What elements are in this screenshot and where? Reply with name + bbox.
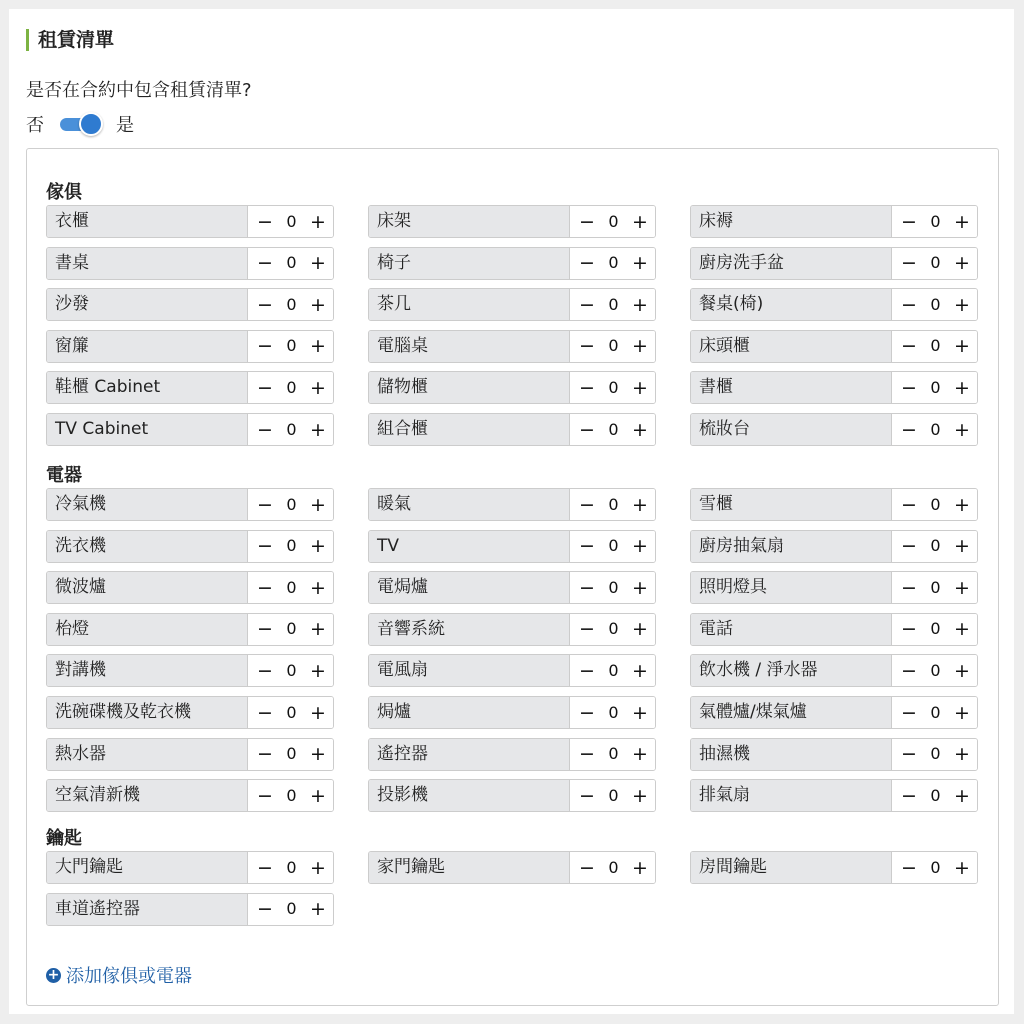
inventory-item	[368, 779, 656, 812]
increment-button[interactable]: +	[310, 535, 326, 558]
inventory-item	[46, 613, 334, 646]
item-label: 枱燈	[47, 614, 248, 645]
inventory-item	[46, 571, 334, 604]
increment-button[interactable]: +	[310, 618, 326, 641]
quantity-stepper	[248, 531, 333, 562]
inventory-item	[690, 247, 978, 280]
decrement-button[interactable]: −	[579, 535, 595, 558]
increment-button[interactable]: +	[954, 576, 970, 599]
item-label: 大門鑰匙	[47, 852, 248, 883]
increment-button[interactable]: +	[632, 493, 648, 516]
quantity-stepper	[570, 852, 655, 883]
quantity-stepper	[248, 739, 333, 770]
inventory-item	[368, 488, 656, 521]
quantity-stepper	[570, 331, 655, 362]
quantity-value: 0	[608, 660, 619, 680]
increment-button[interactable]: +	[310, 418, 326, 441]
quantity-value: 0	[286, 744, 297, 764]
inventory-item	[368, 205, 656, 238]
quantity-value: 0	[286, 377, 297, 397]
quantity-value: 0	[930, 744, 941, 764]
inventory-item	[46, 205, 334, 238]
item-label: 洗碗碟機及乾衣機	[47, 697, 248, 728]
quantity-stepper	[892, 414, 977, 445]
decrement-button[interactable]: −	[579, 784, 595, 807]
plus-circle-icon: +	[47, 966, 60, 983]
quantity-value: 0	[608, 494, 619, 514]
quantity-stepper	[248, 697, 333, 728]
item-label: 房間鑰匙	[691, 852, 892, 883]
increment-button[interactable]: +	[632, 856, 648, 879]
quantity-value: 0	[608, 253, 619, 273]
quantity-stepper	[892, 289, 977, 320]
inventory-item	[368, 413, 656, 446]
include-inventory-toggle-row	[26, 111, 134, 137]
increment-button[interactable]: +	[954, 418, 970, 441]
quantity-value: 0	[608, 294, 619, 314]
item-label: 廚房抽氣扇	[691, 531, 892, 562]
quantity-stepper	[248, 894, 333, 925]
quantity-value: 0	[608, 377, 619, 397]
quantity-value: 0	[608, 211, 619, 231]
item-label: 家門鑰匙	[369, 852, 570, 883]
increment-button[interactable]: +	[954, 618, 970, 641]
quantity-stepper	[248, 852, 333, 883]
quantity-stepper	[570, 289, 655, 320]
section-title: 租賃清單	[26, 29, 114, 51]
inventory-item	[46, 413, 334, 446]
inventory-item	[46, 371, 334, 404]
increment-button[interactable]: +	[310, 898, 326, 921]
decrement-button[interactable]: −	[257, 293, 273, 316]
increment-button[interactable]: +	[954, 335, 970, 358]
inventory-item	[46, 247, 334, 280]
item-label: 書櫃	[691, 372, 892, 403]
category-title-keys: 鑰匙	[46, 828, 82, 849]
category-title-appliances: 電器	[46, 465, 82, 486]
quantity-stepper	[892, 372, 977, 403]
inventory-item	[46, 330, 334, 363]
quantity-stepper	[892, 206, 977, 237]
toggle-on-label: 是	[116, 115, 134, 136]
inventory-item	[690, 371, 978, 404]
item-label: 鞋櫃 Cabinet	[47, 372, 248, 403]
decrement-button[interactable]: −	[901, 856, 917, 879]
quantity-value: 0	[608, 857, 619, 877]
toggle-off-label: 否	[26, 115, 44, 136]
decrement-button[interactable]: −	[901, 335, 917, 358]
quantity-stepper	[570, 489, 655, 520]
decrement-button[interactable]: −	[901, 418, 917, 441]
inventory-item	[46, 288, 334, 321]
quantity-value: 0	[286, 660, 297, 680]
item-label: 梳妝台	[691, 414, 892, 445]
quantity-value: 0	[608, 619, 619, 639]
increment-button[interactable]: +	[310, 293, 326, 316]
decrement-button[interactable]: −	[579, 418, 595, 441]
inventory-item	[46, 696, 334, 729]
item-label: 洗衣機	[47, 531, 248, 562]
item-label: TV	[369, 531, 570, 562]
quantity-stepper	[248, 489, 333, 520]
quantity-stepper	[570, 655, 655, 686]
quantity-stepper	[248, 248, 333, 279]
increment-button[interactable]: +	[632, 210, 648, 233]
decrement-button[interactable]: −	[579, 252, 595, 275]
item-label: 雪櫃	[691, 489, 892, 520]
quantity-stepper	[570, 206, 655, 237]
quantity-stepper	[892, 655, 977, 686]
item-label: 焗爐	[369, 697, 570, 728]
item-label: 沙發	[47, 289, 248, 320]
decrement-button[interactable]: −	[901, 493, 917, 516]
decrement-button[interactable]: −	[257, 535, 273, 558]
increment-button[interactable]: +	[954, 743, 970, 766]
add-item-label: 添加傢俱或電器	[66, 966, 192, 987]
decrement-button[interactable]: −	[901, 784, 917, 807]
decrement-button[interactable]: −	[257, 659, 273, 682]
item-label: 熱水器	[47, 739, 248, 770]
increment-button[interactable]: +	[954, 784, 970, 807]
quantity-value: 0	[930, 294, 941, 314]
increment-button[interactable]: +	[632, 701, 648, 724]
inventory-item	[690, 288, 978, 321]
item-label: 電風扇	[369, 655, 570, 686]
add-item-link[interactable]	[46, 963, 192, 987]
decrement-button[interactable]: −	[901, 701, 917, 724]
quantity-stepper	[248, 331, 333, 362]
item-label: 微波爐	[47, 572, 248, 603]
decrement-button[interactable]: −	[257, 376, 273, 399]
inventory-item	[690, 205, 978, 238]
decrement-button[interactable]: −	[257, 418, 273, 441]
item-label: 椅子	[369, 248, 570, 279]
increment-button[interactable]: +	[632, 618, 648, 641]
quantity-value: 0	[930, 857, 941, 877]
increment-button[interactable]: +	[310, 335, 326, 358]
quantity-stepper	[892, 248, 977, 279]
inventory-item	[690, 330, 978, 363]
decrement-button[interactable]: −	[901, 576, 917, 599]
quantity-stepper	[570, 372, 655, 403]
quantity-stepper	[248, 414, 333, 445]
quantity-value: 0	[930, 211, 941, 231]
inventory-item	[690, 851, 978, 884]
quantity-value: 0	[930, 494, 941, 514]
quantity-value: 0	[930, 785, 941, 805]
inventory-item	[46, 530, 334, 563]
include-inventory-toggle[interactable]	[58, 112, 104, 136]
item-label: 對講機	[47, 655, 248, 686]
quantity-value: 0	[286, 494, 297, 514]
item-label: 氣體爐/煤氣爐	[691, 697, 892, 728]
item-label: 音響系統	[369, 614, 570, 645]
increment-button[interactable]: +	[632, 784, 648, 807]
decrement-button[interactable]: −	[257, 252, 273, 275]
decrement-button[interactable]: −	[257, 743, 273, 766]
quantity-stepper	[892, 780, 977, 811]
inventory-item	[690, 779, 978, 812]
inventory-item	[46, 738, 334, 771]
inventory-item	[46, 654, 334, 687]
decrement-button[interactable]: −	[579, 335, 595, 358]
quantity-value: 0	[286, 253, 297, 273]
increment-button[interactable]: +	[954, 493, 970, 516]
quantity-stepper	[892, 572, 977, 603]
quantity-stepper	[892, 697, 977, 728]
quantity-value: 0	[286, 336, 297, 356]
quantity-value: 0	[608, 744, 619, 764]
inventory-item	[690, 738, 978, 771]
increment-button[interactable]: +	[954, 210, 970, 233]
quantity-stepper	[570, 572, 655, 603]
inventory-item	[46, 851, 334, 884]
quantity-value: 0	[286, 419, 297, 439]
include-inventory-question: 是否在合約中包含租賃清單?	[26, 80, 252, 101]
increment-button[interactable]: +	[632, 743, 648, 766]
increment-button[interactable]: +	[954, 701, 970, 724]
increment-button[interactable]: +	[310, 659, 326, 682]
quantity-stepper	[570, 248, 655, 279]
toggle-knob	[79, 112, 103, 136]
quantity-stepper	[892, 852, 977, 883]
quantity-value: 0	[286, 785, 297, 805]
item-label: 電腦桌	[369, 331, 570, 362]
inventory-item	[368, 613, 656, 646]
increment-button[interactable]: +	[310, 856, 326, 879]
decrement-button[interactable]: −	[579, 701, 595, 724]
quantity-stepper	[892, 489, 977, 520]
inventory-item	[690, 530, 978, 563]
quantity-value: 0	[286, 702, 297, 722]
inventory-item	[690, 571, 978, 604]
quantity-stepper	[892, 614, 977, 645]
quantity-value: 0	[286, 211, 297, 231]
increment-button[interactable]: +	[632, 659, 648, 682]
inventory-item	[46, 893, 334, 926]
item-label: 冷氣機	[47, 489, 248, 520]
item-label: 儲物櫃	[369, 372, 570, 403]
inventory-item	[368, 288, 656, 321]
decrement-button[interactable]: −	[579, 659, 595, 682]
decrement-button[interactable]: −	[257, 784, 273, 807]
item-label: 飲水機 / 淨水器	[691, 655, 892, 686]
item-label: 抽濕機	[691, 739, 892, 770]
decrement-button[interactable]: −	[901, 252, 917, 275]
quantity-value: 0	[608, 785, 619, 805]
quantity-value: 0	[286, 577, 297, 597]
quantity-stepper	[248, 655, 333, 686]
item-label: 車道遙控器	[47, 894, 248, 925]
decrement-button[interactable]: −	[901, 293, 917, 316]
increment-button[interactable]: +	[310, 210, 326, 233]
quantity-stepper	[248, 572, 333, 603]
item-label: 廚房洗手盆	[691, 248, 892, 279]
inventory-item	[368, 530, 656, 563]
decrement-button[interactable]: −	[901, 535, 917, 558]
quantity-value: 0	[286, 857, 297, 877]
decrement-button[interactable]: −	[901, 743, 917, 766]
increment-button[interactable]: +	[632, 376, 648, 399]
increment-button[interactable]: +	[954, 376, 970, 399]
increment-button[interactable]: +	[954, 293, 970, 316]
item-label: 床架	[369, 206, 570, 237]
inventory-item	[368, 851, 656, 884]
decrement-button[interactable]: −	[579, 743, 595, 766]
decrement-button[interactable]: −	[257, 335, 273, 358]
item-label: 茶几	[369, 289, 570, 320]
item-label: 餐桌(椅)	[691, 289, 892, 320]
quantity-value: 0	[930, 577, 941, 597]
decrement-button[interactable]: −	[901, 618, 917, 641]
quantity-value: 0	[930, 660, 941, 680]
quantity-stepper	[892, 739, 977, 770]
inventory-item	[368, 330, 656, 363]
decrement-button[interactable]: −	[579, 576, 595, 599]
item-label: 投影機	[369, 780, 570, 811]
increment-button[interactable]: +	[310, 784, 326, 807]
decrement-button[interactable]: −	[901, 376, 917, 399]
increment-button[interactable]: +	[954, 535, 970, 558]
inventory-panel	[26, 148, 999, 1006]
increment-button[interactable]: +	[632, 576, 648, 599]
increment-button[interactable]: +	[954, 659, 970, 682]
quantity-stepper	[892, 531, 977, 562]
increment-button[interactable]: +	[310, 576, 326, 599]
quantity-value: 0	[608, 702, 619, 722]
decrement-button[interactable]: −	[579, 493, 595, 516]
quantity-stepper	[570, 739, 655, 770]
item-label: TV Cabinet	[47, 414, 248, 445]
quantity-value: 0	[286, 619, 297, 639]
quantity-value: 0	[930, 619, 941, 639]
decrement-button[interactable]: −	[257, 210, 273, 233]
increment-button[interactable]: +	[954, 856, 970, 879]
item-label: 暖氣	[369, 489, 570, 520]
inventory-item	[368, 371, 656, 404]
inventory-item	[690, 613, 978, 646]
quantity-stepper	[248, 289, 333, 320]
increment-button[interactable]: +	[310, 252, 326, 275]
decrement-button[interactable]: −	[901, 659, 917, 682]
quantity-stepper	[570, 414, 655, 445]
increment-button[interactable]: +	[954, 252, 970, 275]
item-label: 床褥	[691, 206, 892, 237]
quantity-value: 0	[930, 702, 941, 722]
quantity-stepper	[570, 531, 655, 562]
decrement-button[interactable]: −	[579, 618, 595, 641]
inventory-item	[690, 488, 978, 521]
increment-button[interactable]: +	[632, 418, 648, 441]
decrement-button[interactable]: −	[579, 293, 595, 316]
item-label: 窗簾	[47, 331, 248, 362]
item-label: 書桌	[47, 248, 248, 279]
quantity-value: 0	[608, 419, 619, 439]
decrement-button[interactable]: −	[579, 210, 595, 233]
increment-button[interactable]: +	[632, 335, 648, 358]
inventory-item	[690, 696, 978, 729]
rental-inventory-page	[9, 9, 1014, 1014]
increment-button[interactable]: +	[632, 535, 648, 558]
item-label: 照明燈具	[691, 572, 892, 603]
quantity-stepper	[248, 372, 333, 403]
quantity-value: 0	[930, 419, 941, 439]
item-label: 床頭櫃	[691, 331, 892, 362]
decrement-button[interactable]: −	[257, 618, 273, 641]
category-title-furniture: 傢俱	[46, 182, 82, 203]
increment-button[interactable]: +	[310, 743, 326, 766]
decrement-button[interactable]: −	[257, 701, 273, 724]
quantity-stepper	[570, 780, 655, 811]
quantity-value: 0	[286, 536, 297, 556]
inventory-item	[368, 738, 656, 771]
inventory-item	[368, 571, 656, 604]
quantity-value: 0	[930, 536, 941, 556]
inventory-item	[368, 696, 656, 729]
decrement-button[interactable]: −	[579, 376, 595, 399]
quantity-value: 0	[608, 577, 619, 597]
decrement-button[interactable]: −	[579, 856, 595, 879]
quantity-value: 0	[930, 336, 941, 356]
quantity-stepper	[892, 331, 977, 362]
item-label: 衣櫃	[47, 206, 248, 237]
inventory-item	[46, 488, 334, 521]
quantity-value: 0	[930, 253, 941, 273]
quantity-stepper	[248, 614, 333, 645]
decrement-button[interactable]: −	[257, 898, 273, 921]
increment-button[interactable]: +	[310, 701, 326, 724]
decrement-button[interactable]: −	[901, 210, 917, 233]
inventory-item	[690, 654, 978, 687]
item-label: 組合櫃	[369, 414, 570, 445]
quantity-value: 0	[930, 377, 941, 397]
increment-button[interactable]: +	[632, 252, 648, 275]
decrement-button[interactable]: −	[257, 493, 273, 516]
item-label: 遙控器	[369, 739, 570, 770]
quantity-stepper	[570, 614, 655, 645]
increment-button[interactable]: +	[310, 376, 326, 399]
increment-button[interactable]: +	[310, 493, 326, 516]
quantity-value: 0	[286, 899, 297, 919]
inventory-item	[368, 654, 656, 687]
quantity-stepper	[248, 206, 333, 237]
item-label: 排氣扇	[691, 780, 892, 811]
item-label: 電焗爐	[369, 572, 570, 603]
inventory-item	[368, 247, 656, 280]
quantity-value: 0	[608, 336, 619, 356]
quantity-stepper	[248, 780, 333, 811]
item-label: 電話	[691, 614, 892, 645]
item-label: 空氣清新機	[47, 780, 248, 811]
inventory-item	[690, 413, 978, 446]
decrement-button[interactable]: −	[257, 856, 273, 879]
quantity-value: 0	[286, 294, 297, 314]
inventory-item	[46, 779, 334, 812]
quantity-stepper	[570, 697, 655, 728]
increment-button[interactable]: +	[632, 293, 648, 316]
decrement-button[interactable]: −	[257, 576, 273, 599]
quantity-value: 0	[608, 536, 619, 556]
